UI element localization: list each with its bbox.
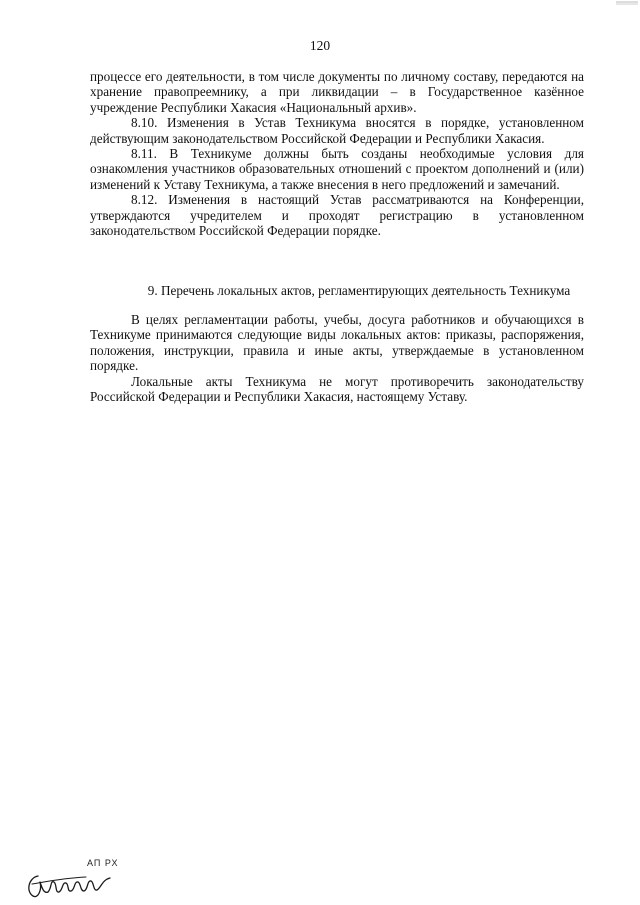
paragraph-8-11: 8.11. В Техникуме должны быть созданы необходимые условия для ознакомления участников образовательных отношений с проектом дополнений и (или) изменений к Уставу Техникума, а также внесения в него предложений и замечаний. bbox=[90, 146, 584, 192]
section-heading: 9. Перечень локальных актов, регламентирующих деятельность Техникума bbox=[147, 283, 571, 298]
document-body-top bbox=[90, 69, 584, 238]
paragraph-local-acts-compliance: Локальные акты Техникума не могут противоречить законодательству Российской Федерации и Республики Хакасия, настоящему Уставу. bbox=[90, 373, 584, 405]
page-number: 120 bbox=[309, 38, 331, 53]
archive-stamp-label: АП РХ bbox=[87, 858, 119, 868]
paragraph-continuation: процессе его деятельности, в том числе документы по личному составу, передаются на хранение правопреемнику, а при ликвидации – в Государственное казённое учреждение Республики Хакасия «Национальный архив». bbox=[90, 69, 584, 115]
handwritten-signature bbox=[24, 866, 124, 902]
corner-scan-mark bbox=[614, 0, 640, 6]
paragraph-8-10: 8.10. Изменения в Устав Техникума вносятся в порядке, установленном действующим законодательством Российской Федерации и Республики Хакасия. bbox=[90, 115, 584, 146]
document-body-bottom bbox=[90, 312, 584, 404]
paragraph-8-12: 8.12. Изменения в настоящий Устав рассматриваются на Конференции, утверждаются учредителем и проходят регистрацию в установленном законодательством Российской Федерации порядке. bbox=[90, 192, 584, 239]
paragraph-local-acts-types: В целях регламентации работы, учебы, досуга работников и обучающихся в Техникуме принимаются следующие виды локальных актов: приказы, распоряжения, положения, инструкции, правила и иные акты, утверждаемые в установленном порядке. bbox=[90, 312, 584, 374]
